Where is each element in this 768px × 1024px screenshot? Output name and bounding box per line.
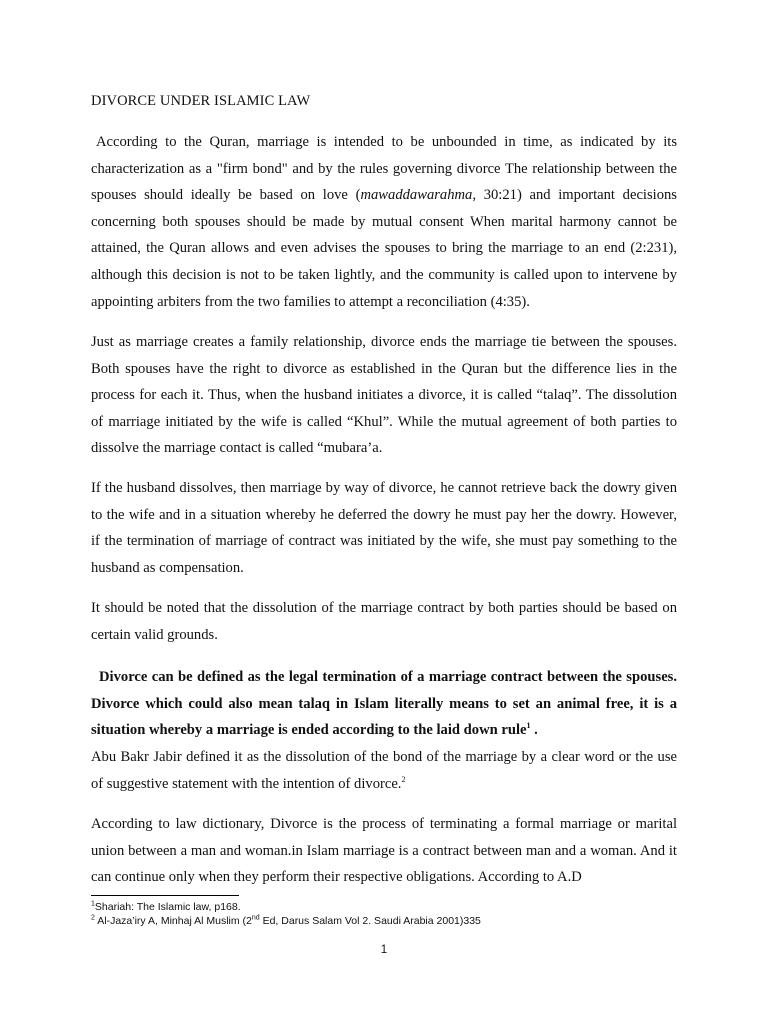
paragraph-law-dictionary: According to law dictionary, Divorce is the process of terminating a formal marriage or marital union between a man and woman.in Islam marriage is a contract between man and a woman. And it can continue only when they perform their respective obligations. According to A.D [91,816,677,886]
footnote-text: Shariah: The Islamic law, p168. [94,901,241,913]
paragraph-text: According to the Quran, marriage is intended to be unbounded in time, as indicated by its characterization as a "firm bond" and by the rules governing divorce The relationship between the spouses should ideally be based on love ( [91,134,677,204]
paragraph-dowry: If the husband dissolves, then marriage by way of divorce, he cannot retrieve back the dowry given to the wife and in a situation whereby he deferred the dowry he must pay her the dowry. However, if the termination of marriage of contract was initiated by the wife, she must pay something to the husband as compensation. [91,480,677,576]
italic-term: mawaddawarahma [360,187,473,204]
page-number: 1 [380,944,388,956]
document-heading: DIVORCE UNDER ISLAMIC LAW [91,93,311,109]
footnote-number: 1 [91,900,95,908]
paragraph-text: . [530,722,538,739]
paragraph-text: , 30:21) and important decisions concerning both spouses should be made by mutual consent When marital harmony cannot be attained, the Quran allows and even advises the spouses to bring the marriage to an end (2:231), although this decision is not to be taken lightly, and the community is called upon to intervene by appointing arbiters from the two families to attempt a reconciliation (4:35). [91,187,677,310]
footnote-text: Al-Jaza’iry A, Minhaj Al Muslim (2 [94,915,252,927]
paragraph-divorce-types: Just as marriage creates a family relationship, divorce ends the marriage tie between the spouses. Both spouses have the right to divorce as established in the Quran but the difference lies in the process for each it. Thus, when the husband initiates a divorce, it is called “talaq”. The dissolution of marriage initiated by the wife is called “Khul”. While the mutual agreement of both parties to dissolve the marriage contact is called “mubara’a. [91,334,677,457]
ordinal-suffix: nd [251,914,260,922]
footnote-ref: 2 [401,774,406,784]
paragraph-quran-marriage [91,129,677,315]
footnote-number: 2 [91,914,95,922]
paragraph-text: Divorce can be defined as the legal termination of a marriage contract between the spouses. Divorce which could also mean talaq in Islam literally means to set an animal free, it is a situation whereby a marriage is ended according to the laid down rule [91,669,677,739]
paragraph-valid-grounds: It should be noted that the dissolution of the marriage contract by both parties should be based on certain valid grounds. [91,600,677,643]
footnote-1 [91,900,241,914]
footnote-2 [91,914,481,928]
paragraph-definition [91,664,677,744]
footnote-separator [91,895,239,896]
footnote-text: Ed, Darus Salam Vol 2. Saudi Arabia 2001)335 [259,915,481,927]
paragraph-text: Abu Bakr Jabir defined it as the dissolution of the bond of the marriage by a clear word or the use of suggestive statement with the intention of divorce. [91,749,677,792]
footnote-ref: 1 [526,721,531,731]
paragraph-abu-bakr [91,744,677,797]
